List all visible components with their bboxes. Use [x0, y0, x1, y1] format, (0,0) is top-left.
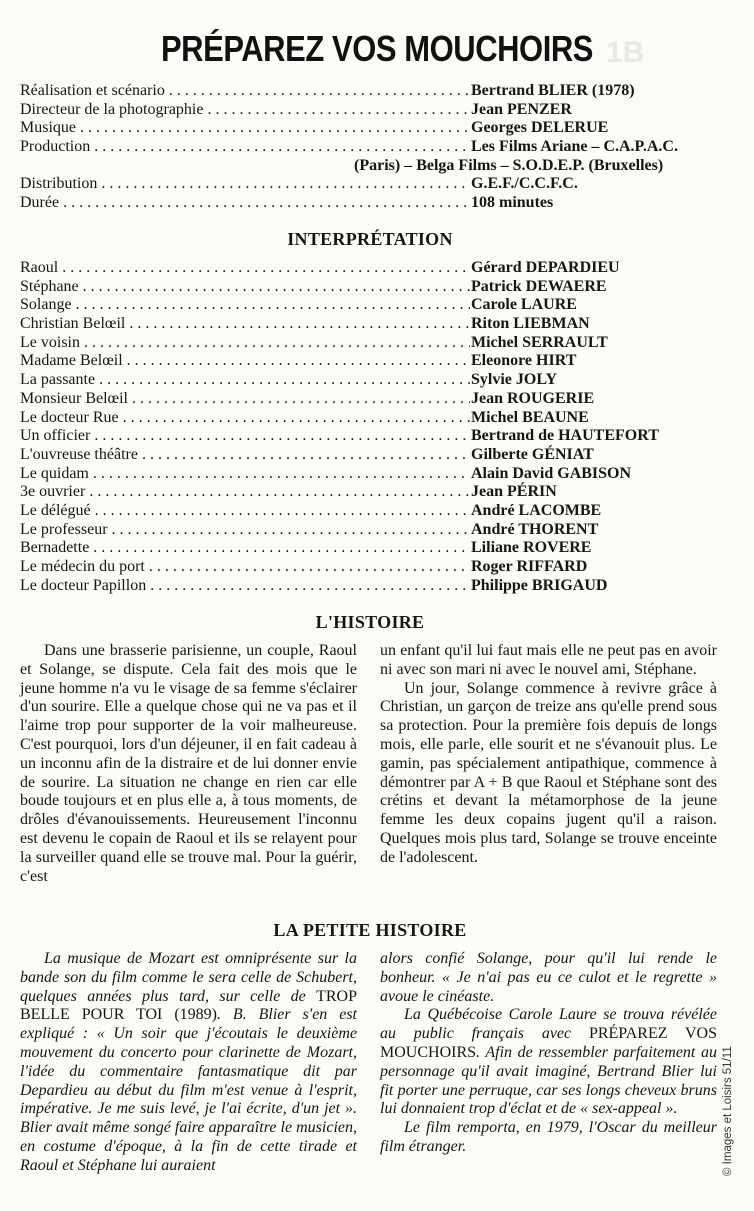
- credit-value: Les Films Ariane – C.A.P.A.C.: [471, 138, 678, 156]
- text-run: . Afin de ressembler parfaitement au personnage qu'il avait imaginé, Bertrand Blier lui fit porter une perruque, car ses longs cheveux bruns lui donnaient trop d'éclat et de « sex-appeal ».: [380, 1043, 717, 1118]
- cast-role: 3e ouvrier . . .: [20, 483, 470, 502]
- paragraph: [20, 950, 357, 1176]
- cast-row: [20, 558, 720, 577]
- credit-label: Production . . .: [20, 138, 470, 157]
- credit-row: [20, 138, 720, 157]
- cast-actor: Philippe BRIGAUD: [471, 576, 608, 594]
- cast-actor: Gérard DEPARDIEU: [471, 259, 620, 276]
- interpretation-heading: INTERPRÉTATION: [287, 229, 453, 249]
- cast-actor: Alain David GABISON: [471, 464, 632, 482]
- cast-row: [20, 521, 720, 540]
- cast-role: Un officier . . .: [20, 427, 470, 446]
- cast-role: Le docteur Papillon . . .: [20, 577, 470, 596]
- credit-label: Directeur de la photographie . . .: [20, 101, 470, 120]
- film-title: PRÉPAREZ VOS MOUCHOIRS: [380, 1025, 717, 1061]
- paragraph: Le film remporta, en 1979, l'Oscar du meilleur film étranger.: [380, 1119, 717, 1155]
- cast-role: Le délégué . . .: [20, 502, 470, 521]
- credit-value: G.E.F./C.C.F.C.: [471, 175, 578, 193]
- credit-value: 108 minutes: [471, 194, 554, 212]
- credits-list: [20, 82, 720, 213]
- cast-actor: Patrick DEWAERE: [471, 277, 607, 295]
- cast-role: Le professeur . . .: [20, 521, 470, 540]
- histoire-heading: L'HISTOIRE: [315, 612, 425, 632]
- cast-row: [20, 446, 720, 465]
- credit-label: Distribution . . .: [20, 175, 470, 194]
- cast-actor: Michel SERRAULT: [471, 333, 608, 351]
- credit-label: Durée . . .: [20, 194, 470, 213]
- cast-row: [20, 315, 720, 334]
- cast-role: Solange . . .: [20, 296, 470, 315]
- cast-actor: Bertrand de HAUTEFORT: [471, 427, 659, 445]
- cast-role: Le docteur Rue . . .: [20, 409, 470, 428]
- text-run: La musique de Mozart est omniprésente sur la bande son du film comme le sera celle de Schubert, quelques années plus tard, sur celle de: [20, 950, 357, 1005]
- cast-row: [20, 278, 720, 297]
- petite-histoire-heading: LA PETITE HISTOIRE: [273, 920, 467, 940]
- credit-row: [20, 101, 720, 120]
- text-run: La Québécoise Carole Laure se trouva révélée au public français avec: [380, 1006, 717, 1043]
- cast-row: [20, 371, 720, 390]
- cast-role: Christian Belœil . . .: [20, 315, 470, 334]
- paragraph: Un jour, Solange commence à revivre grâce à Christian, un garçon de treize ans qu'elle prend sous sa protection. Pour la première fois depuis de longs mois, elle parle, elle sourit et ne s'évanouit plus. Le gamin, pas spécialement antipathique, commence à démontrer par A + B que Raoul et Stéphane sont des crétins et devant la métamorphose de la jeune femme les deux copains jugent qu'il a raison. Quelques mois plus tard, Solange se trouve enceinte de l'adolescent.: [380, 679, 717, 866]
- cast-row: [20, 465, 720, 484]
- histoire-column-2: [380, 642, 717, 868]
- paragraph: [380, 1006, 717, 1119]
- cast-actor: Eleonore HIRT: [471, 352, 577, 370]
- cast-role: L'ouvreuse théâtre . . .: [20, 446, 470, 465]
- cast-role: Stéphane . . .: [20, 278, 470, 297]
- text-run: . B. Blier s'en est expliqué : « Un soir que j'écoutais le deuxième mouvement du concerto pour clarinette de Mozart, l'idée du commentaire fantasmatique dit par Depardieu au début du film m'est venue à l'esprit, impérative. Je me suis levé, je l'ai écrite, d'un jet ». Blier avait même songé faire apparaître le musicien, en costume d'époque, à la fin de cette tirade et Raoul et Stéphane lui auraient: [20, 1006, 357, 1174]
- cast-role: Le voisin . . .: [20, 334, 470, 353]
- cast-actor: Jean PÉRIN: [471, 483, 557, 501]
- cast-row: [20, 409, 720, 428]
- credit-row: [20, 82, 720, 101]
- cast-actor: Liliane ROVERE: [471, 539, 592, 557]
- cast-row: [20, 334, 720, 353]
- cast-actor: Riton LIEBMAN: [471, 315, 590, 333]
- cast-actor: Jean ROUGERIE: [471, 389, 595, 407]
- cast-role: Monsieur Belœil . . .: [20, 390, 470, 409]
- paragraph: Dans une brasserie parisienne, un couple, Raoul et Solange, se dispute. Cela fait des mois que le jeune homme n'a vu le visage de sa femme s'éclairer d'un sourire. Elle a quelque chose qui ne va pas et il l'aime trop pour supporter de la voir malheureuse. C'est pourquoi, lors d'un déjeuner, il en fait cadeau à un inconnu afin de la distraire et de lui donner envie de sourire. La situation ne change en rien car elle boude toujours et en plus elle a, à tous moments, de drôles d'évanouissements. Heureusement l'inconnu est devenu le copain de Raoul et ils se relayent pour la surveiller quand elle se trouve mal. Pour la guérir, c'est: [20, 642, 357, 885]
- cast-actor: André THORENT: [471, 520, 599, 538]
- bleed-through-number: 1B: [606, 36, 645, 69]
- paragraph: alors confié Solange, pour qu'il lui rende le bonheur. « Je n'ai pas eu ce culot et le regrette » avoue le cinéaste.: [380, 950, 717, 1005]
- credit-value: Bertrand BLIER (1978): [471, 82, 635, 99]
- cast-actor: Gilberte GÉNIAT: [471, 445, 594, 463]
- cast-role: Le médecin du port . . .: [20, 558, 470, 577]
- credit-label: Musique . . .: [20, 119, 470, 138]
- cast-row: [20, 539, 720, 558]
- cast-role: Bernadette . . .: [20, 539, 470, 558]
- cast-row: [20, 502, 720, 521]
- cast-role: Madame Belœil . . .: [20, 352, 470, 371]
- petite-histoire-column-1: [20, 950, 357, 1176]
- cast-actor: Roger RIFFARD: [471, 558, 588, 575]
- cast-actor: Carole LAURE: [471, 296, 577, 314]
- cast-row: [20, 577, 720, 596]
- cast-row: [20, 427, 720, 446]
- credit-row: [20, 175, 720, 194]
- cast-actor: Michel BEAUNE: [471, 408, 589, 426]
- cast-role: La passante . . .: [20, 371, 470, 390]
- histoire-column-1: [20, 642, 357, 886]
- cast-role: Raoul . . .: [20, 259, 470, 278]
- film-title: TROP BELLE POUR TOI (1989): [20, 987, 357, 1024]
- cast-row: [20, 259, 720, 278]
- credit-value: Georges DELERUE: [471, 119, 609, 137]
- cast-row: [20, 390, 720, 409]
- cast-row: [20, 483, 720, 502]
- cast-row: [20, 352, 720, 371]
- credit-label: Réalisation et scénario . . .: [20, 82, 470, 101]
- cast-role: Le quidam . . .: [20, 465, 470, 484]
- page-title: PRÉPAREZ VOS MOUCHOIRS: [160, 28, 594, 69]
- credit-row: [20, 194, 720, 213]
- paragraph: un enfant qu'il lui faut mais elle ne peut pas en avoir ni avec son mari ni avec le nouvel ami, Stéphane.: [380, 642, 717, 678]
- cast-list: [20, 259, 720, 595]
- credit-row: [20, 119, 720, 138]
- petite-histoire-column-2: [380, 950, 717, 1157]
- credit-value: Jean PENZER: [471, 100, 572, 118]
- cast-actor: Sylvie JOLY: [471, 371, 558, 389]
- production-continued: (Paris) – Belga Films – S.O.D.E.P. (Bruxelles): [354, 156, 664, 174]
- cast-row: [20, 296, 720, 315]
- copyright-notice: © Images et Loisirs 51/11: [722, 1046, 734, 1176]
- cast-actor: André LACOMBE: [471, 501, 602, 519]
